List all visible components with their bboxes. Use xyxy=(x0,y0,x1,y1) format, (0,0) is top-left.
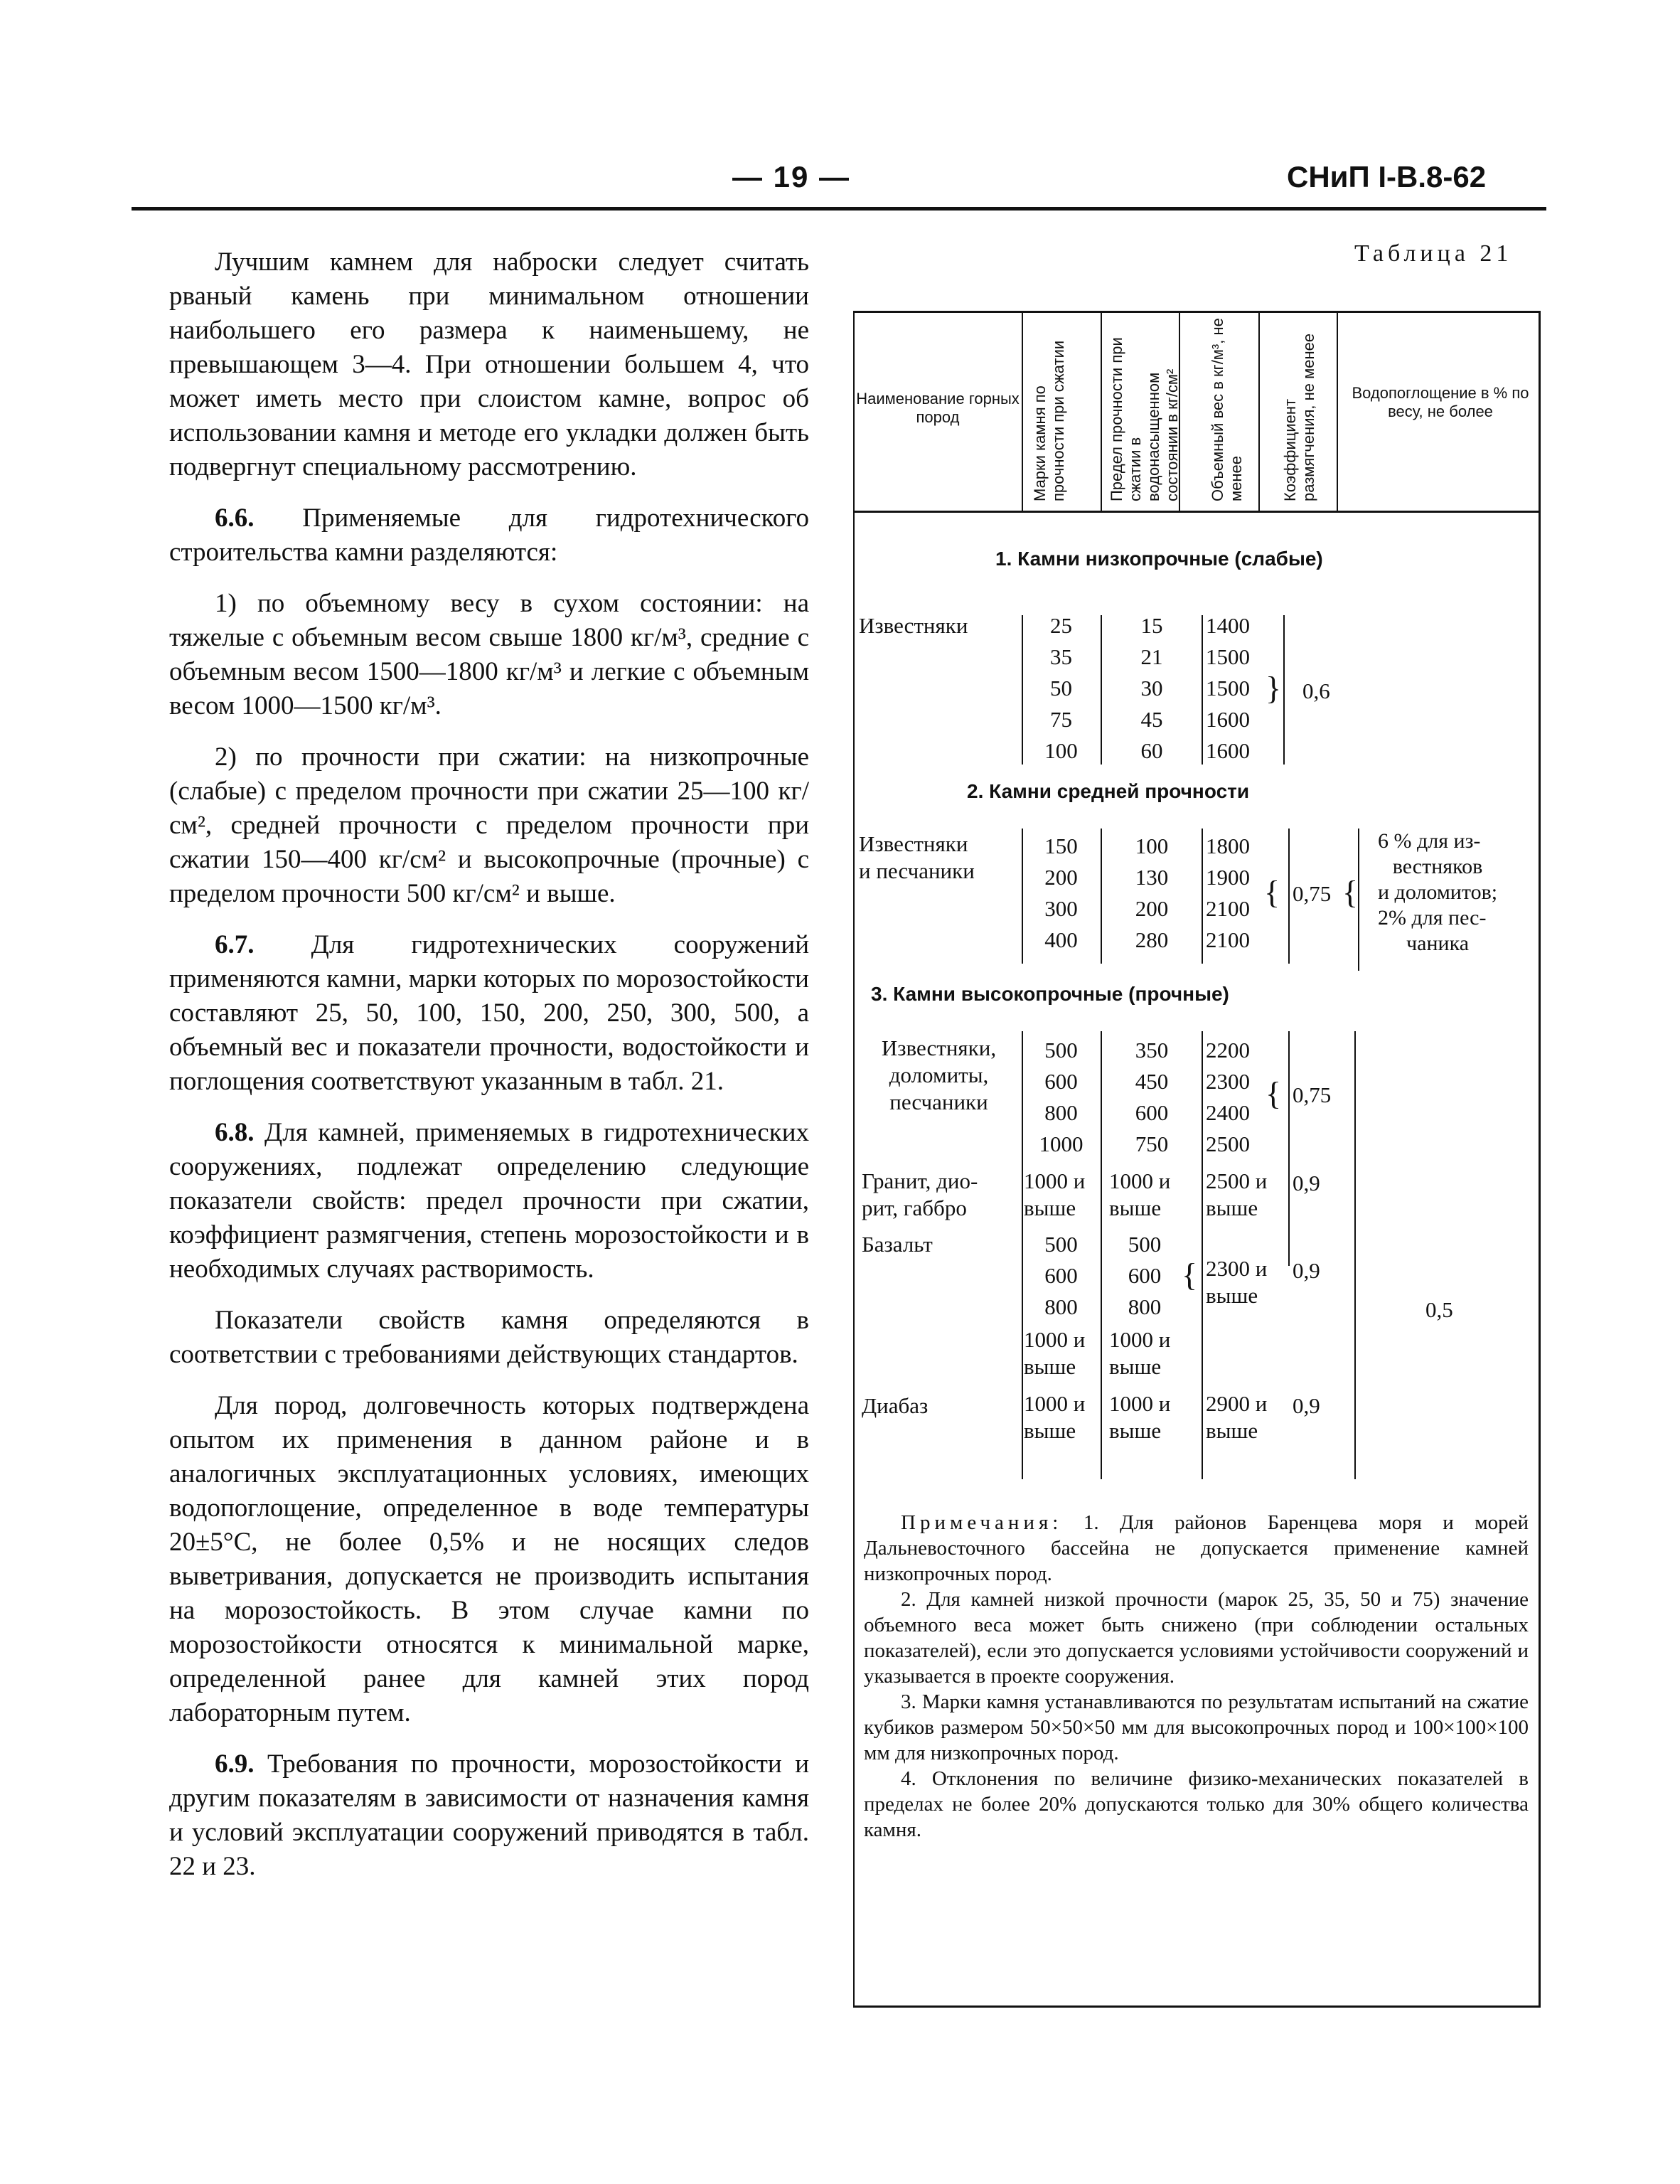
section-6-8 xyxy=(169,1116,809,1287)
softening-cell: 0,75 xyxy=(1293,1082,1332,1107)
column-divider xyxy=(1022,829,1023,964)
note-4: 4. Отклонения по величине физико-механических показателей в пределах не более 20% допускаются только для 30% общего количества камня. xyxy=(864,1767,1529,1841)
note-1 xyxy=(864,1510,1529,1587)
header-water-absorption: Водопоглощение в % по весу, не более xyxy=(1352,384,1529,420)
density-cell: 1800 1900 2100 2100 xyxy=(1206,833,1250,952)
rock-granite: Гранит, дио- рит, габбро xyxy=(862,1168,978,1220)
page-number: — 19 — xyxy=(732,160,851,193)
rock-limestone-dolomite-sandstone: Известняки, доломиты, песчаники xyxy=(881,1035,997,1114)
header-rule xyxy=(132,207,1546,211)
paragraph-properties: Показатели свойств камня определяются в соответствии с требованиями действующих стандартов. xyxy=(169,1306,809,1369)
rock-limestone: Известняки xyxy=(859,613,968,638)
strength-cell: 350 450 600 750 xyxy=(1135,1038,1169,1156)
brace-icon: { xyxy=(1264,874,1280,910)
paragraph-rough-stone: Лучшим камнем для наброски следует считать рваный камень при минимальном отношении наибольшего его размера к наименьшему, не превышающем 3—4. При отношении большем 4, что может иметь место при слоистом камне, вопрос об использовании камня и методе его укладки должен быть подвергнут специальному рассмотрению. xyxy=(169,247,809,481)
header-strength: Предел прочности при сжатии в водонасыщенном состоянии в кг/см² xyxy=(1108,337,1181,501)
column-divider xyxy=(1283,615,1285,765)
header-divider xyxy=(1101,313,1102,511)
column-divider xyxy=(1101,829,1102,964)
strength-cell: 1000 и выше xyxy=(1109,1168,1171,1220)
grade-cell: 1000 и выше xyxy=(1024,1391,1086,1443)
density-cell: 2200 2300 2400 2500 xyxy=(1206,1038,1250,1156)
header-divider xyxy=(1022,313,1023,511)
section-6-8-number: 6.8. xyxy=(215,1118,255,1147)
softening-cell: 0,9 xyxy=(1293,1171,1320,1195)
paragraph-durable-rocks: Для пород, долговечность которых подтверждена опытом их применения в данном районе и в аналогичных эксплуатационных условиях, имеющих водопоглощение, определенное в воде температуры 20±5°С, не более 0,5% и не носящих следов выветривания, допускается не производить испытания на морозостойкость. В этом случае камни по морозостойкости относятся к минимальной марке, определенной ранее для камней этих пород лабораторным путем. xyxy=(169,1391,809,1727)
section-6-7-number: 6.7. xyxy=(215,930,255,959)
header-divider xyxy=(1337,313,1338,511)
strength-cell: 500 600 800 xyxy=(1128,1232,1162,1319)
rock-limestone-sandstone: Известняки и песчаники xyxy=(859,831,975,883)
section-6-6 xyxy=(169,501,809,570)
strength-cell: 1000 и выше xyxy=(1109,1327,1171,1379)
document-code: СНиП I-В.8-62 xyxy=(1287,160,1487,193)
section-6-6-number: 6.6. xyxy=(215,504,255,533)
column-divider xyxy=(1202,615,1203,765)
column-divider xyxy=(1202,1031,1203,1479)
brace-icon: { xyxy=(1342,874,1359,910)
softening-cell: 0,9 xyxy=(1293,1258,1320,1283)
grade-cell: 25 35 50 75 100 xyxy=(1044,613,1078,763)
section-6-7-text: Для гидротехнических сооружений применяются камни, марки которых по морозостойкости составляют 25, 50, 100, 150, 200, 250, 300, 500, а объемный вес и показатели прочности, водостойкости и поглощения соответствуют указанным в табл. 21. xyxy=(169,930,810,1096)
grade-cell: 1000 и выше xyxy=(1024,1168,1086,1220)
section-6-6-item-2: 2) по прочности при сжатии: на низкопрочные (слабые) с пределом прочности при сжатии 25—100 кг/см², средней прочности с пределом прочности при сжатии 150—400 кг/см² и высокопрочные (прочные) с пределом прочности 500 кг/см² и выше. xyxy=(169,742,809,908)
density-cell: 2500 и выше xyxy=(1206,1168,1268,1220)
strength-cell: 1000 и выше xyxy=(1109,1391,1171,1443)
note-2: 2. Для камней низкой прочности (марок 25, 35, 50 и 75) значение объемного веса может быть снижено (при соблюдении остальных показателей), если это допускается условиями устойчивости сооружений и указывается в проекте сооружения. xyxy=(864,1588,1529,1688)
column-divider xyxy=(1288,829,1290,964)
section-6-9-number: 6.9. xyxy=(215,1749,255,1779)
column-divider xyxy=(1022,1031,1023,1479)
column-divider xyxy=(1354,1031,1356,1479)
grade-cell: 500 600 800 1000 xyxy=(1039,1038,1084,1156)
brace-icon: { xyxy=(1266,1075,1282,1112)
header-divider xyxy=(1258,313,1260,511)
column-divider xyxy=(1358,829,1359,971)
section-6-9 xyxy=(169,1747,809,1884)
brace-icon: { xyxy=(1182,1257,1198,1293)
density-cell: 2900 и выше xyxy=(1206,1391,1268,1443)
table-header-rule xyxy=(853,511,1539,513)
water-absorption-cell: 0,5 xyxy=(1425,1297,1453,1322)
rock-basalt: Базальт xyxy=(862,1232,933,1257)
section-6-7 xyxy=(169,928,809,1099)
table-title: Таблица 21 xyxy=(1354,240,1513,267)
column-divider xyxy=(1202,829,1203,964)
note-3: 3. Марки камня устанавливаются по результатам испытаний на сжатие кубиков размером 50×50×50 мм для высокопрочных пород и 100×100×100 мм для низкопрочных пород. xyxy=(864,1690,1529,1764)
column-divider xyxy=(1022,615,1023,765)
header-grade: Марки камня по прочности при сжатии xyxy=(1031,340,1067,501)
header-density: Объемный вес в кг/м³, не менее xyxy=(1209,318,1245,501)
strength-cell: 100 130 200 280 xyxy=(1135,833,1169,952)
note-1-text: 1. Для районов Баренцева моря и морей Дальневосточного бассейна не допускается применение камней низкопрочных пород. xyxy=(864,1511,1529,1585)
softening-cell: 0,9 xyxy=(1293,1393,1320,1418)
section-heading-1: 1. Камни низкопрочные (слабые) xyxy=(995,548,1323,570)
density-cell: 1400 1500 1500 1600 1600 xyxy=(1206,613,1250,763)
grade-cell: 1000 и выше xyxy=(1024,1327,1086,1379)
table-top-rule xyxy=(853,311,1539,313)
brace-icon: } xyxy=(1266,670,1282,706)
column-divider xyxy=(1101,1031,1102,1479)
header-softening: Коэффициент размягчения, не менее xyxy=(1281,333,1317,501)
section-heading-3: 3. Камни высокопрочные (прочные) xyxy=(871,983,1229,1005)
grade-cell: 150 200 300 400 xyxy=(1044,833,1078,952)
section-6-8-text: Для камней, применяемых в гидротехнических сооружениях, подлежат определению следующие показатели свойств: предел прочности при сжатии, коэффициент размягчения, степень морозостойкости и в необходимых случаях растворимость. xyxy=(169,1118,809,1284)
grade-cell: 500 600 800 xyxy=(1044,1232,1078,1319)
left-column xyxy=(169,245,809,1901)
softening-cell: 0,6 xyxy=(1302,678,1330,703)
strength-cell: 15 21 30 45 60 xyxy=(1140,613,1163,763)
section-6-6-text: Применяемые для гидротехнического строительства камни разделяются: xyxy=(169,504,809,567)
section-6-9-text: Требования по прочности, морозостойкости и другим показателям в зависимости от назначения камня и условий эксплуатации сооружений приводятся в табл. 22 и 23. xyxy=(169,1749,809,1881)
section-6-6-item-1: 1) по объемному весу в сухом состоянии: на тяжелые с объемным весом свыше 1800 кг/м³, средние с объемным весом 1500—1800 кг/м³ и легкие с объемным весом 1000—1500 кг/м³. xyxy=(169,589,809,720)
column-divider xyxy=(1101,615,1102,765)
header-rock-name: Наименование горных пород xyxy=(856,390,1020,426)
notes-label: Примечания: xyxy=(901,1511,1063,1534)
rock-diabase: Диабаз xyxy=(862,1393,929,1418)
density-cell: 2300 и выше xyxy=(1206,1256,1268,1308)
softening-cell: 0,75 xyxy=(1293,881,1332,906)
table-notes xyxy=(864,1510,1529,1843)
column-divider xyxy=(1288,1031,1290,1266)
water-absorption-cell: 6 % для из- вестняков и доломитов; 2% для пес- чаника xyxy=(1378,829,1498,955)
section-heading-2: 2. Камни средней прочности xyxy=(967,780,1250,802)
